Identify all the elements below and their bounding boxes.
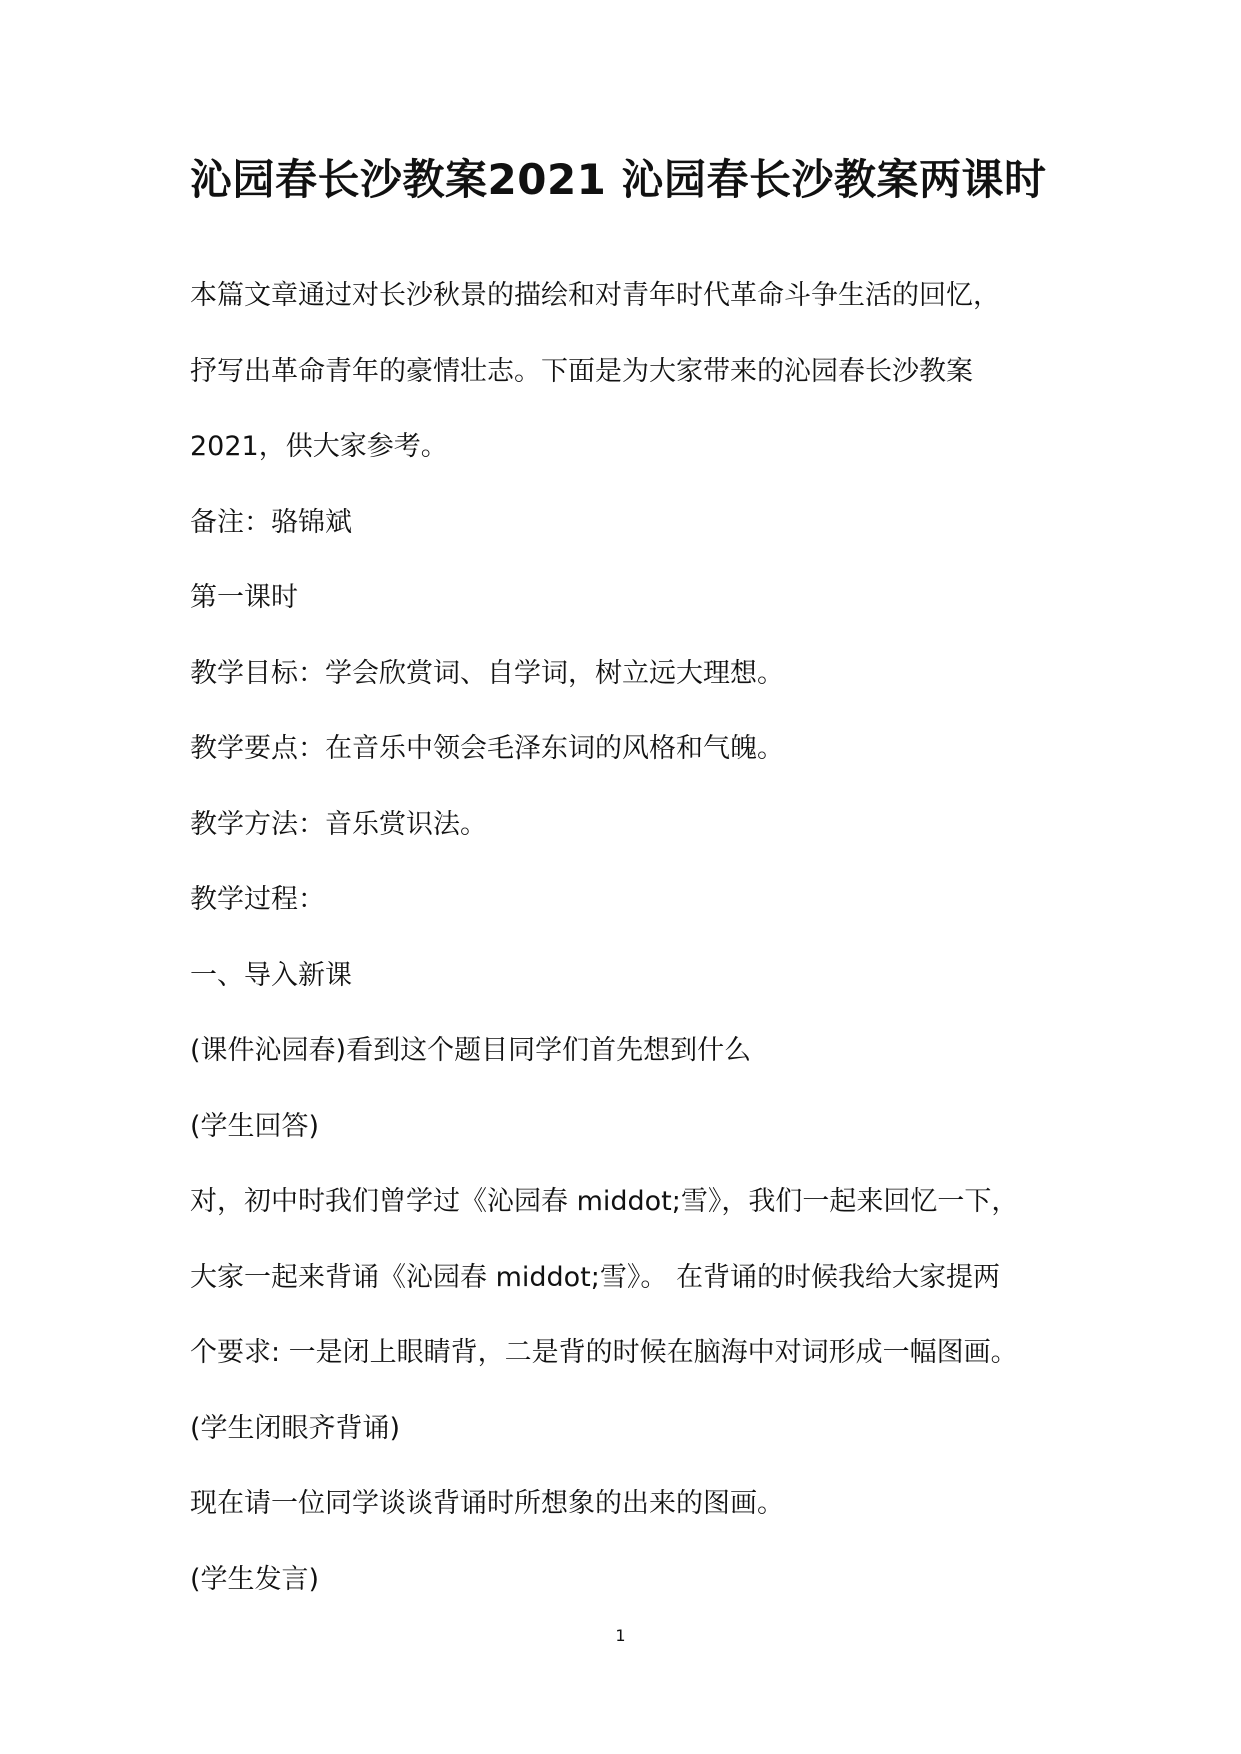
paragraph-line: (课件沁园春)看到这个题目同学们首先想到什么 [190, 1035, 752, 1066]
teaching-keypoint: 教学要点：在音乐中领会毛泽东词的风格和气魄。 [190, 733, 784, 764]
paragraph-line: 个要求: 一是闭上眼睛背，二是背的时候在脑海中对词形成一幅图画。 [190, 1337, 1018, 1368]
document-body [190, 258, 1070, 1617]
paragraph-line: (学生闭眼齐背诵) [190, 1412, 401, 1444]
page-number: 1 [615, 1626, 626, 1645]
paragraph-line: 大家一起来背诵《沁园春 middot;雪》。 在背诵的时候我给大家提两 [190, 1261, 1000, 1293]
paragraph-line: 对，初中时我们曾学过《沁园春 middot;雪》，我们一起来回忆一下， [190, 1186, 1019, 1217]
subsection-heading: 一、导入新课 [190, 959, 352, 991]
section-heading: 第一课时 [190, 582, 298, 613]
paragraph-line: 2021，供大家参考。 [190, 431, 448, 462]
teaching-objective: 教学目标：学会欣赏词、自学词，树立远大理想。 [190, 657, 784, 689]
note-line: 备注：骆锦斌 [190, 506, 352, 538]
teaching-method: 教学方法：音乐赏识法。 [190, 808, 487, 840]
paragraph-line: 抒写出革命青年的豪情壮志。下面是为大家带来的沁园春长沙教案 [190, 355, 973, 387]
teaching-process-heading: 教学过程： [190, 884, 325, 915]
paragraph-line: 本篇文章通过对长沙秋景的描绘和对青年时代革命斗争生活的回忆， [190, 280, 1000, 311]
paragraph-line: (学生回答) [190, 1110, 320, 1142]
paragraph-line: 现在请一位同学谈谈背诵时所想象的出来的图画。 [190, 1488, 784, 1519]
document-title: 沁园春长沙教案2021 沁园春长沙教案两课时 [190, 155, 1047, 204]
paragraph-line: (学生发言) [190, 1563, 320, 1595]
